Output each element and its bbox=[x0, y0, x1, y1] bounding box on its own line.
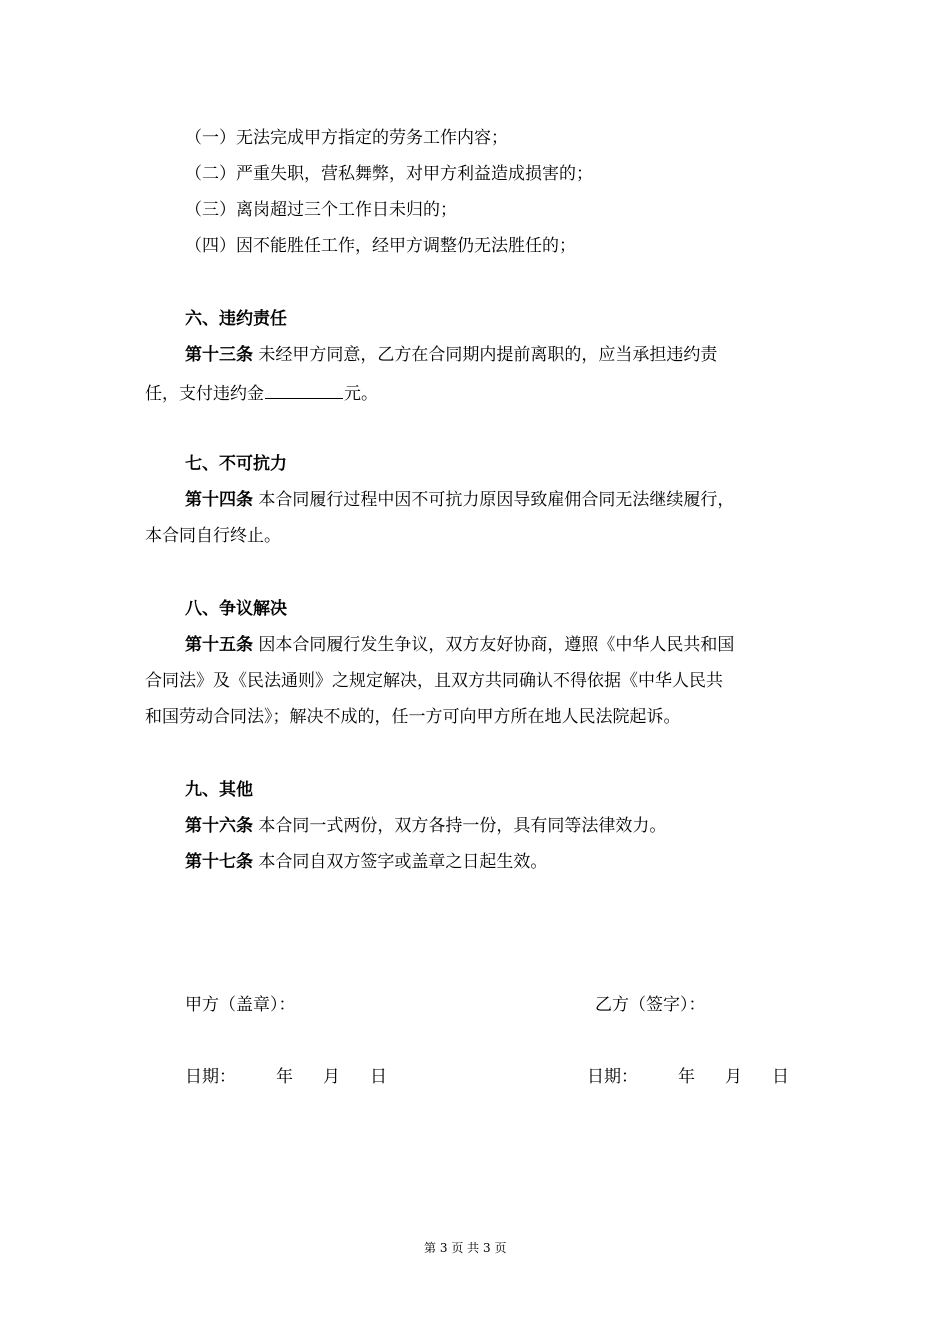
article-15-line-3: 和国劳动合同法》；解决不成的，任一方可向甲方所在地人民法院起诉。 bbox=[145, 707, 681, 727]
footer-current-page: 3 bbox=[439, 1241, 448, 1255]
article-text: 本合同一式两份，双方各持一份，具有同等法律效力。 bbox=[253, 816, 667, 836]
list-item: （四）因不能胜任工作，经甲方调整仍无法胜任的； bbox=[185, 236, 576, 256]
date-day: 日 bbox=[370, 1067, 387, 1087]
footer-total-pages: 3 bbox=[482, 1241, 491, 1255]
page-footer bbox=[424, 1240, 506, 1256]
date-label: 日期： bbox=[185, 1067, 236, 1087]
section-heading: 六、违约责任 bbox=[185, 309, 287, 329]
article-label: 第十四条 bbox=[185, 490, 253, 510]
footer-mid: 页 共 bbox=[451, 1241, 480, 1255]
section-heading: 九、其他 bbox=[185, 780, 253, 800]
section-heading: 八、争议解决 bbox=[185, 599, 287, 619]
party-b-signature-label: 乙方（签字）： bbox=[595, 995, 706, 1015]
date-day: 日 bbox=[772, 1067, 789, 1087]
article-text: 本合同履行过程中因不可抗力原因导致雇佣合同无法继续履行， bbox=[253, 490, 735, 510]
date-month: 月 bbox=[725, 1067, 742, 1087]
article-text: 任，支付违约金 bbox=[145, 384, 264, 404]
article-13-line bbox=[185, 344, 717, 366]
article-14-line-2: 本合同自行终止。 bbox=[145, 526, 281, 546]
article-text: 未经甲方同意，乙方在合同期内提前离职的，应当承担违约责 bbox=[253, 345, 718, 365]
fill-in-blank[interactable] bbox=[265, 380, 343, 399]
list-item: （三）离岗超过三个工作日未归的； bbox=[185, 200, 457, 220]
section-heading: 七、不可抗力 bbox=[185, 454, 287, 474]
footer-suffix: 页 bbox=[494, 1241, 507, 1255]
article-15-line-2: 合同法》及《民法通则》之规定解决，且双方共同确认不得依据《中华人民共 bbox=[145, 671, 723, 691]
date-month: 月 bbox=[323, 1067, 340, 1087]
article-label: 第十三条 bbox=[185, 345, 253, 365]
article-label: 第十六条 bbox=[185, 816, 253, 836]
party-a-seal-label: 甲方（盖章）： bbox=[185, 995, 296, 1015]
list-item: （二）严重失职，营私舞弊，对甲方利益造成损害的； bbox=[185, 164, 593, 184]
article-text: 本合同自双方签字或盖章之日起生效。 bbox=[253, 852, 548, 872]
article-label: 第十七条 bbox=[185, 852, 253, 872]
article-text: 因本合同履行发生争议，双方友好协商，遵照《中华人民共和国 bbox=[253, 635, 735, 655]
party-b-date bbox=[587, 1066, 789, 1088]
article-label: 第十五条 bbox=[185, 635, 253, 655]
article-16-line bbox=[185, 815, 666, 837]
article-14-line bbox=[185, 489, 734, 511]
article-17-line bbox=[185, 851, 547, 873]
footer-prefix: 第 bbox=[424, 1241, 437, 1255]
date-year: 年 bbox=[678, 1067, 695, 1087]
article-13-line-2 bbox=[145, 380, 378, 405]
date-year: 年 bbox=[276, 1067, 293, 1087]
date-label: 日期： bbox=[587, 1067, 638, 1087]
party-a-date bbox=[185, 1066, 387, 1088]
list-item: （一）无法完成甲方指定的劳务工作内容； bbox=[185, 128, 508, 148]
article-text: 元。 bbox=[344, 384, 378, 404]
article-15-line bbox=[185, 634, 734, 656]
